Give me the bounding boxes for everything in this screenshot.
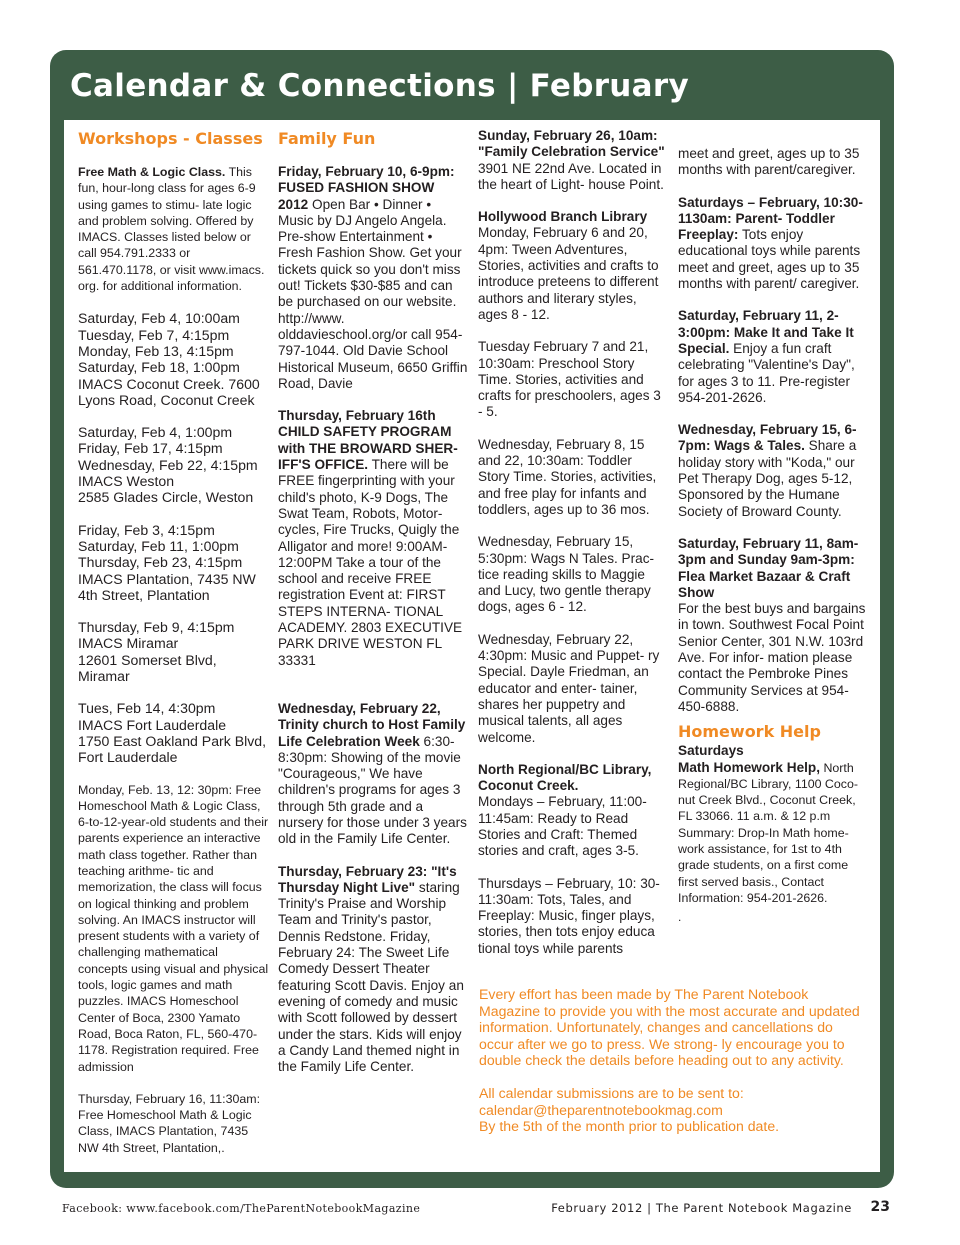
free-math-intro <box>78 164 270 294</box>
column-family-fun <box>278 128 468 1091</box>
flea-market-title: Saturday, February 11, 8am-3pm and Sunday 9am-3pm: Flea Market Bazaar & Craft Show <box>678 535 859 600</box>
make-it-title: Saturday, February 11, 2-3:00pm: Make It and Take It Special. <box>678 308 854 356</box>
schedule-fort-lauderdale: Tues, Feb 14, 4:30pm IMACS Fort Lauderdale 1750 East Oakland Park Blvd, Fort Lauderdale <box>78 700 267 766</box>
thursday-night-title: Thursday, February 23: "It's Thursday Night Live" <box>278 863 457 895</box>
column-more-events <box>678 146 870 928</box>
preschool-story-event: Tuesday February 7 and 21, 10:30am: Preschool Story Time. Stories, activities and crafts for preschoolers, ages 3 - 5. <box>478 339 661 420</box>
koda-text: Share a holiday story with "Koda," our Pet Therapy Dog, ages 5-12, Sponsored by the Humane Society of Broward County. <box>678 438 857 519</box>
fashion-show-event <box>278 164 468 392</box>
notice-box <box>479 986 871 1151</box>
north-regional-title: North Regional/BC Library, Coconut Creek. <box>478 761 652 794</box>
trinity-text: 6:30-8:30pm: Showing of the movie "Courageous," We have children's programs for ages 3 through 5th grade and a nursery for those under 3 years old in the Family Life Center. <box>278 733 467 847</box>
disclaimer-text: Every effort has been made by The Parent Notebook Magazine to provide you with the most accurate and updated information. Unfortunately, changes and cancellations do occur after we go to press. We strong- ly encourage you to double check the details before heading out to any activity. <box>479 986 860 1069</box>
free-math-title: Free Math & Logic Class. <box>78 165 226 179</box>
page-number: 23 <box>870 1199 890 1215</box>
koda-title: Wednesday, February 15, 6-7pm: Wags & Tales. <box>678 422 857 454</box>
parent-toddler-title: Saturdays – February, 10:30-1130am: Parent- Toddler Freeplay: <box>678 194 863 243</box>
footer-facebook: Facebook: www.facebook.com/TheParentNotebookMagazine <box>62 1202 421 1215</box>
tots-tales-continued: meet and greet, ages up to 35 months with parent/caregiver. <box>678 146 860 178</box>
trinity-event <box>278 701 468 848</box>
thursday-night-text: staring Trinity's Praise and Worship Team and Trinity's pastor, Dennis Redstone. Friday, February 24: The Sweet Life Comedy Dessert Theater featuring Scott Davis. Enjoy an evening of comedy and music with Scott followed by dessert under the stars. Kids will enjoy a Candy Land themed night in the Family Life Center. <box>278 879 464 1075</box>
column-libraries <box>478 128 666 973</box>
sunday-service-event <box>478 128 666 193</box>
parent-toddler-text: Tots enjoy educational toys while parents meet and greet, ages up to 35 months with parent/ caregiver. <box>678 227 861 292</box>
schedule-weston: Saturday, Feb 4, 1:00pm Friday, Feb 17, 4:15pm Wednesday, Feb 22, 4:15pm IMACS Weston 2585 Glades Circle, Weston <box>78 424 258 506</box>
homework-title: Math Homework Help, <box>678 759 820 775</box>
hollywood-library-event <box>478 209 666 323</box>
calendar-panel <box>64 120 880 1172</box>
schedule-miramar: Thursday, Feb 9, 4:15pm IMACS Miramar 12601 Somerset Blvd, Miramar <box>78 619 235 685</box>
stray-dot: . <box>678 910 682 925</box>
schedule-coconut-creek: Saturday, Feb 4, 10:00am Tuesday, Feb 7, 4:15pm Monday, Feb 13, 4:15pm Saturday, Feb 18, 1:00pm IMACS Coconut Creek. 7600 Lyons Road, Coconut Creek <box>78 310 260 408</box>
homework-event <box>678 743 870 906</box>
make-it-event <box>678 308 870 406</box>
child-safety-event <box>278 408 468 669</box>
north-regional-text: Mondays – February, 11:00- 11:45am: Ready to Read Stories and Craft: Themed stories and craft, ages 3-5. <box>478 794 647 859</box>
page-title: Calendar & Connections | February <box>70 68 689 104</box>
flea-market-text: For the best buys and bargains in town. Southwest Focal Point Senior Center, 301 N.W. 103rd Ave. For infor- mation please contact the Pembroke Pines Community Services at 954-450-6888. <box>678 601 866 714</box>
child-safety-title: Thursday, February 16th CHILD SAFETY PROGRAM with THE BROWARD SHER- IFF'S OFFICE. <box>278 408 458 473</box>
homework-heading: Homework Help <box>678 722 821 742</box>
puppetry-event: Wednesday, February 22, 4:30pm: Music and Puppet- ry Special. Dayle Friedman, an educator and enter- tainer, shares her puppetry and musical talents, all ages welcome. <box>478 631 660 745</box>
column-workshops <box>78 128 270 1172</box>
north-regional-event <box>478 762 666 860</box>
homeschool-plantation: Thursday, February 16, 11:30am: Free Homeschool Math & Logic Class, IMACS Plantation, 7435 NW 4th Street, Plantation,. <box>78 1091 261 1155</box>
sunday-service-title: Sunday, February 26, 10am: "Family Celebration Service" <box>478 128 665 160</box>
schedule-plantation: Friday, Feb 3, 4:15pm Saturday, Feb 11, 1:00pm Thursday, Feb 23, 4:15pm IMACS Plantation, 7435 NW 4th Street, Plantation <box>78 521 256 603</box>
wags-n-tales-event: Wednesday, February 15, 5:30pm: Wags N Tales. Prac- tice reading skills to Maggie and Lucy, two gentle therapy dogs, ages 6 - 12. <box>478 534 655 615</box>
homeschool-boca: Monday, Feb. 13, 12: 30pm: Free Homeschool Math & Logic Class, 6-to-12-year-old students and their parents experience an interactive math class together. Rather than teaching arithme- tic and memorization, the class will focus on logical thinking and problem solving. An IMACS instructor will present students with a variety of challenging mathematical concepts using visual and physical tools, logic games and math puzzles. IMACS Homeschool Center of Boca, 2300 Yamato Road, Boca Raton, FL, 560-470-1178. Registration required. Free admission <box>78 782 269 1074</box>
fashion-show-title: Friday, February 10, 6-9pm: FUSED FASHION SHOW 2012 <box>278 164 455 212</box>
flea-market-event <box>678 536 870 715</box>
sunday-service-text: 3901 NE 22nd Ave. Located in the heart of Light- house Point. <box>478 160 664 192</box>
toddler-story-event: Wednesday, February 8, 15 and 22, 10:30am: Toddler Story Time. Stories, activities, and free play for infants and toddlers, ages up to 36 mos. <box>478 436 657 517</box>
child-safety-text: There will be FREE fingerprinting with your child's photo, K-9 Dogs, The Swat Team, Robots, Motor- cycles, Fire Trucks, Quigly the Alligator and more! 9:00AM-12:00PM Take a tour of the school and receive FREE registration Event at: FIRST STEPS INTERNA- TIONAL ACADEMY. 2803 EXECUTIVE PARK DRIVE WESTON FL 33331 <box>278 457 463 668</box>
koda-event <box>678 422 870 520</box>
tots-tales-event: Thursdays – February, 10: 30-11:30am: Tots, Tales, and Freeplay: Music, finger plays, stories, then tots enjoy educa tional toys while parents <box>478 875 660 956</box>
trinity-title: Wednesday, February 22, Trinity church to Host Family Life Celebration Week <box>278 700 466 749</box>
homework-saturdays: Saturdays <box>678 743 744 759</box>
workshops-heading: Workshops - Classes <box>78 129 263 148</box>
hollywood-library-title: Hollywood Branch Library <box>478 209 648 225</box>
make-it-text: Enjoy a fun craft celebrating "Valentine's Day", for ages 3 to 11. Pre-register 954-201-2626. <box>678 340 855 405</box>
footer-issue: February 2012 | The Parent Notebook Magazine <box>551 1201 852 1215</box>
free-math-text: This fun, hour-long class for ages 6-9 using games to stimu- late logic and problem solving. Offered by IMACS. Classes listed below or call 954.791.2333 or 561.470.1178, or visit www.imacs. org. for additional information. <box>78 165 265 294</box>
hollywood-library-text: Monday, February 6 and 20, 4pm: Tween Adventures, Stories, activities and crafts to introduce preteens to different authors and literary styles, ages 8 - 12. <box>478 225 659 322</box>
family-fun-heading: Family Fun <box>278 129 376 148</box>
submissions-text: All calendar submissions are to be sent to: calendar@theparentnotebookmag.com By the 5th of the month prior to publication date. <box>479 1084 780 1135</box>
thursday-night-event <box>278 864 468 1076</box>
homework-text: North Regional/BC Library, 1100 Coco- nut Creek Blvd., Coconut Creek, FL 33066. 11 a.m. & 12 p.m Summary: Drop-In Math home- work assistance, for 1st to 4th grade students, on a first come first served basis., Contact Information: 954-201-2626. <box>678 760 858 905</box>
fashion-show-text: Open Bar • Dinner • Music by DJ Angelo Angela. Pre-show Entertainment • Fresh Fashion Show. Get your tickets quick so you don't miss out! Tickets $30-$85 and can be purchased on our website. http://www. olddavieschool.org/or call 954-797-1044. Old Davie School Historical Museum, 6650 Griffin Road, Davie <box>278 196 468 391</box>
parent-toddler-event <box>678 195 870 293</box>
